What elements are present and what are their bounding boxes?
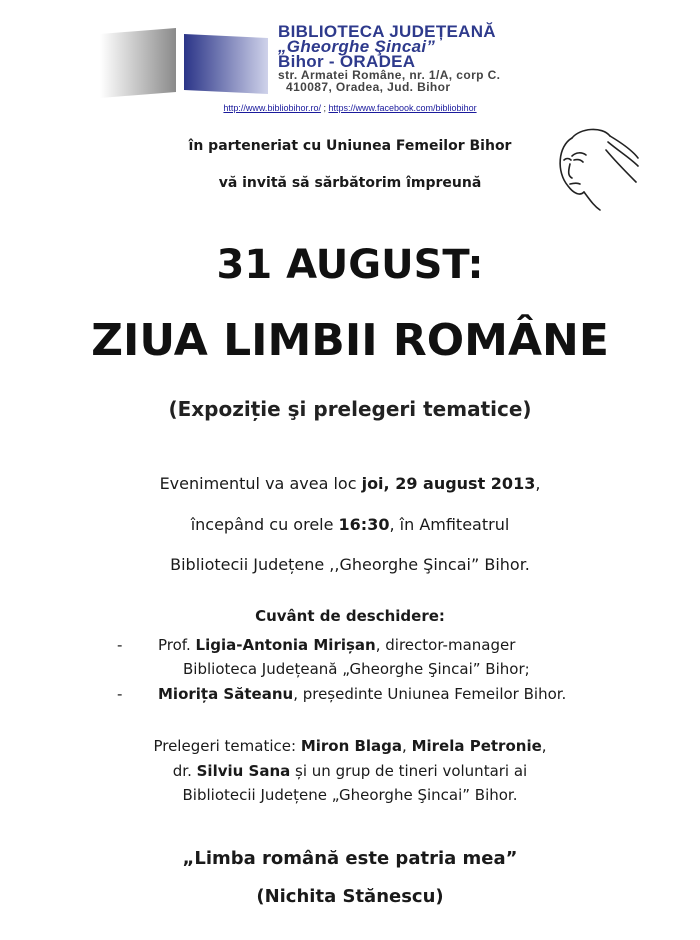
library-address-line-1: str. Armatei Române, nr. 1/A, corp C.: [278, 68, 501, 82]
lecturer-1-name: Miron Blaga: [300, 737, 403, 755]
library-name-line-2: „Gheorghe Şincai”: [278, 37, 436, 56]
event-date-value: joi, 29 august 2013: [361, 474, 536, 493]
speaker-2-name: Miorița Săteanu: [158, 685, 294, 703]
event-time-line: [0, 515, 700, 534]
link-separator: ;: [320, 103, 329, 113]
lectures-line-2-suffix: și un grup de tineri voluntari ai: [290, 762, 528, 780]
speaker-1-name: Ligia-Antonia Mirișan: [195, 636, 376, 654]
speaker-2: [158, 685, 566, 703]
library-header: [278, 24, 638, 93]
event-venue-line: Bibliotecii Județene ,,Gheorghe Şincai” Bihor.: [170, 555, 530, 574]
library-address-line-2: 410087, Oradea, Jud. Bihor: [286, 80, 451, 94]
quote-text: „Limba română este patria mea”: [182, 848, 518, 869]
partnership-line: în parteneriat cu Uniunea Femeilor Bihor: [188, 138, 512, 154]
facebook-link[interactable]: https://www.facebook.com/bibliobihor: [328, 103, 477, 113]
lecturer-3-name: Silviu Sana: [196, 762, 291, 780]
invitation-line: vă invită să sărbătorim împreună: [218, 175, 482, 191]
event-date-title: 31 AUGUST:: [216, 242, 484, 288]
event-time-value: 16:30: [338, 515, 390, 534]
lectures-line-1: [0, 737, 700, 755]
website-link[interactable]: http://www.bibliobihor.ro/: [223, 103, 321, 113]
lectures-line-3: Bibliotecii Județene „Gheorghe Şincai” Bihor.: [182, 786, 518, 804]
lectures-prefix: Prelegeri tematice:: [153, 737, 301, 755]
library-name-line-1: BIBLIOTECA JUDEȚEANĂ: [278, 22, 496, 41]
speaker-1-role: , director-manager: [375, 636, 516, 654]
speaker-1-role-line-2: Biblioteca Județeană „Gheorghe Şincai” Bihor;: [183, 660, 530, 678]
lectures-line-2: [0, 762, 700, 780]
library-name-line-3: Bihor - ORADEA: [278, 52, 416, 71]
speaker-1-prefix: Prof.: [158, 636, 196, 654]
lecturer-2-name: Mirela Petronie: [411, 737, 542, 755]
event-date-line: [0, 474, 700, 493]
event-time-prefix: începând cu orele: [190, 515, 339, 534]
speaker-2-role: , președinte Uniunea Femeilor Bihor.: [293, 685, 567, 703]
event-date-suffix: ,: [535, 474, 541, 493]
event-name-title: ZIUA LIMBII ROMÂNE: [91, 315, 609, 366]
speaker-2-dash: -: [117, 685, 123, 703]
lecturer-separator: ,: [402, 737, 412, 755]
event-subtitle: (Expoziție şi prelegeri tematice): [168, 397, 532, 421]
quote-author: (Nichita Stănescu): [256, 886, 444, 907]
lecturer-3-prefix: dr.: [172, 762, 197, 780]
speaker-1: [158, 636, 515, 654]
library-logo: [98, 28, 274, 98]
lectures-line-1-suffix: ,: [541, 737, 547, 755]
woman-face-sketch: [550, 122, 640, 212]
event-time-suffix: , în Amfiteatrul: [389, 515, 510, 534]
event-date-prefix: Evenimentul va avea loc: [159, 474, 362, 493]
speaker-1-dash: -: [117, 636, 123, 654]
header-links: [0, 103, 700, 113]
opening-heading: Cuvânt de deschidere:: [255, 607, 445, 625]
